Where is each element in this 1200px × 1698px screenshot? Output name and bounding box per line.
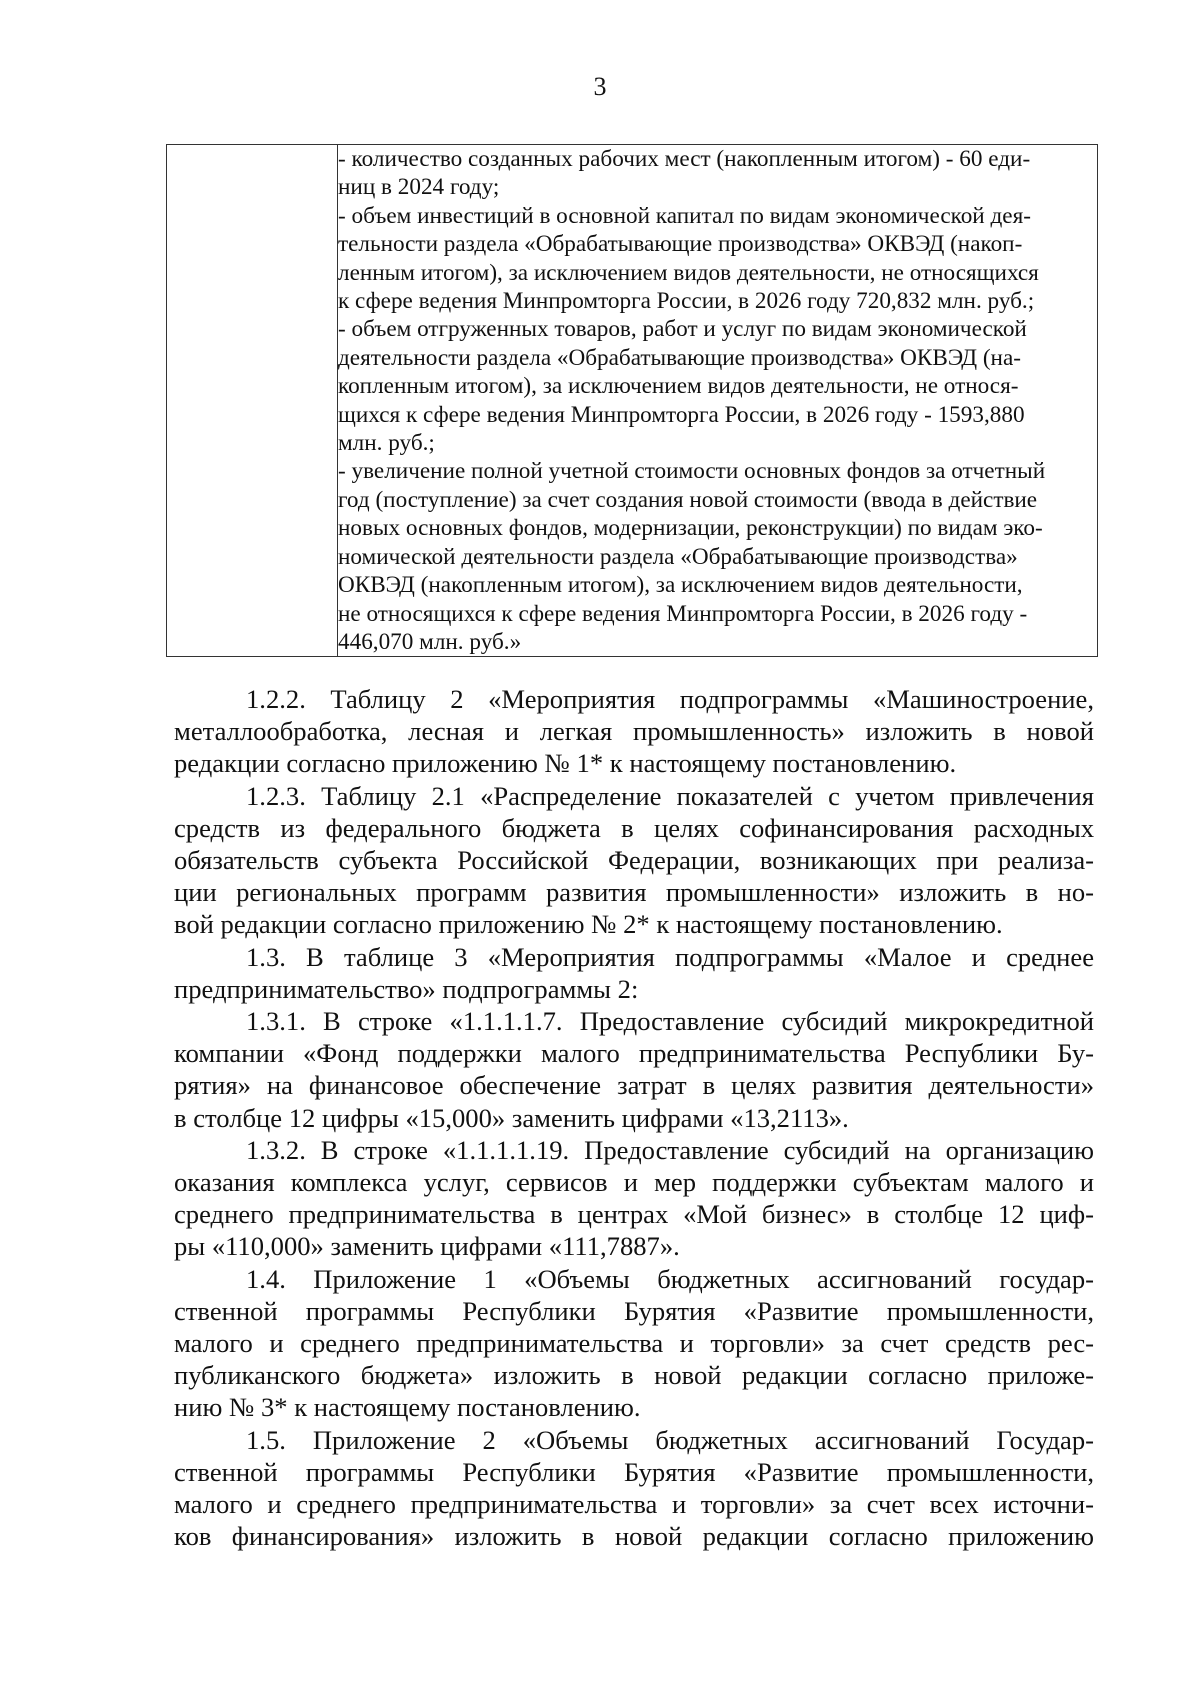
paragraph-1-5 bbox=[174, 1424, 1094, 1553]
text-line: малого и среднего предпринимательства и торговли» за счет средств рес- bbox=[174, 1328, 1094, 1359]
text-line: 1.3. В таблице 3 «Мероприятия подпрограммы «Малое и среднее bbox=[246, 941, 1094, 972]
paragraph-1-3-1 bbox=[174, 1005, 1094, 1134]
paragraph-1-3 bbox=[174, 941, 1094, 1005]
cell-line: 446,070 млн. руб.» bbox=[338, 628, 522, 655]
text-line: публиканского бюджета» изложить в новой редакции согласно приложе- bbox=[174, 1360, 1094, 1391]
text-line: средств из федерального бюджета в целях софинансирования расходных bbox=[174, 812, 1094, 843]
text-line: вой редакции согласно приложению № 2* к настоящему постановлению. bbox=[174, 909, 1003, 940]
cell-line: год (поступление) за счет создания новой стоимости (ввода в действие bbox=[338, 486, 1038, 513]
cell-line: - объем отгруженных товаров, работ и услуг по видам экономической bbox=[338, 316, 1027, 343]
text-line: ры «110,000» заменить цифрами «111,7887». bbox=[174, 1231, 680, 1262]
indicators-table bbox=[166, 144, 1098, 657]
document-body bbox=[174, 683, 1094, 1552]
text-line: 1.2.2. Таблицу 2 «Мероприятия подпрограммы «Машиностроение, bbox=[246, 684, 1094, 714]
text-line: предпринимательство» подпрограммы 2: bbox=[174, 973, 639, 1004]
paragraph-1-3-2 bbox=[174, 1134, 1094, 1263]
text-line: 1.3.2. В строке «1.1.1.1.19. Предоставление субсидий на организацию bbox=[246, 1134, 1094, 1165]
text-line: компании «Фонд поддержки малого предпринимательства Республики Бу- bbox=[174, 1038, 1094, 1069]
text-line: ции региональных программ развития промышленности» изложить в но- bbox=[174, 877, 1094, 908]
text-line: оказания комплекса услуг, сервисов и мер поддержки субъектам малого и bbox=[174, 1167, 1094, 1198]
text-line: малого и среднего предпринимательства и торговли» за счет всех источни- bbox=[174, 1489, 1094, 1520]
cell-line: ОКВЭД (накопленным итогом), за исключением видов деятельности, bbox=[338, 572, 1023, 599]
text-line: 1.4. Приложение 1 «Объемы бюджетных ассигнований государ- bbox=[246, 1263, 1094, 1294]
text-line: ков финансирования» изложить в новой редакции согласно приложению bbox=[174, 1521, 1094, 1552]
table-cell-empty bbox=[167, 145, 338, 657]
cell-line: щихся к сфере ведения Минпромторга России, в 2026 году - 1593,880 bbox=[338, 401, 1025, 428]
cell-line: не относящихся к сфере ведения Минпромторга России, в 2026 году - bbox=[338, 600, 1028, 627]
cell-line: копленным итогом), за исключением видов деятельности, не относя- bbox=[338, 373, 1019, 400]
text-line: металлообработка, лесная и легкая промышленность» изложить в новой bbox=[174, 716, 1094, 747]
text-line: ственной программы Республики Бурятия «Развитие промышленности, bbox=[174, 1456, 1094, 1487]
text-line: обязательств субъекта Российской Федерации, возникающих при реализа- bbox=[174, 845, 1094, 876]
cell-line: тельности раздела «Обрабатывающие производства» ОКВЭД (накоп- bbox=[338, 231, 1023, 258]
cell-line: - увеличение полной учетной стоимости основных фондов за отчетный bbox=[338, 458, 1046, 485]
cell-line: ленным итогом), за исключением видов деятельности, не относящихся bbox=[338, 259, 1039, 286]
text-line: среднего предпринимательства в центрах «Мой бизнес» в столбце 12 циф- bbox=[174, 1199, 1094, 1230]
page-number: 3 bbox=[593, 72, 607, 101]
text-line: в столбце 12 цифры «15,000» заменить цифрами «13,2113». bbox=[174, 1102, 849, 1133]
cell-line: новых основных фондов, модернизации, реконструкции) по видам эко- bbox=[338, 515, 1043, 542]
paragraph-1-2-2 bbox=[174, 683, 1094, 780]
text-line: ственной программы Республики Бурятия «Развитие промышленности, bbox=[174, 1295, 1094, 1326]
cell-line: деятельности раздела «Обрабатывающие производства» ОКВЭД (на- bbox=[338, 344, 1021, 371]
cell-line: номической деятельности раздела «Обрабатывающие производства» bbox=[338, 543, 1018, 570]
cell-line: ниц в 2024 году; bbox=[338, 174, 500, 201]
cell-line: к сфере ведения Минпромторга России, в 2026 году 720,832 млн. руб.; bbox=[338, 288, 1035, 315]
text-line: 1.2.3. Таблицу 2.1 «Распределение показателей с учетом привлечения bbox=[246, 780, 1094, 811]
text-line: 1.5. Приложение 2 «Объемы бюджетных ассигнований Государ- bbox=[246, 1424, 1094, 1455]
cell-line: млн. руб.; bbox=[338, 430, 435, 457]
paragraph-1-4 bbox=[174, 1263, 1094, 1424]
text-line: рятия» на финансовое обеспечение затрат в целях развития деятельности» bbox=[174, 1070, 1094, 1101]
table-row bbox=[167, 145, 1098, 657]
table-cell-indicators bbox=[338, 145, 1098, 657]
text-line: 1.3.1. В строке «1.1.1.1.7. Предоставление субсидий микрокредитной bbox=[246, 1006, 1094, 1037]
cell-line: - количество созданных рабочих мест (накопленным итогом) - 60 еди- bbox=[338, 146, 1031, 172]
cell-line: - объем инвестиций в основной капитал по видам экономической дея- bbox=[338, 202, 1031, 229]
paragraph-1-2-3 bbox=[174, 780, 1094, 941]
text-line: редакции согласно приложению № 1* к настоящему постановлению. bbox=[174, 748, 957, 779]
text-line: нию № 3* к настоящему постановлению. bbox=[174, 1392, 641, 1423]
